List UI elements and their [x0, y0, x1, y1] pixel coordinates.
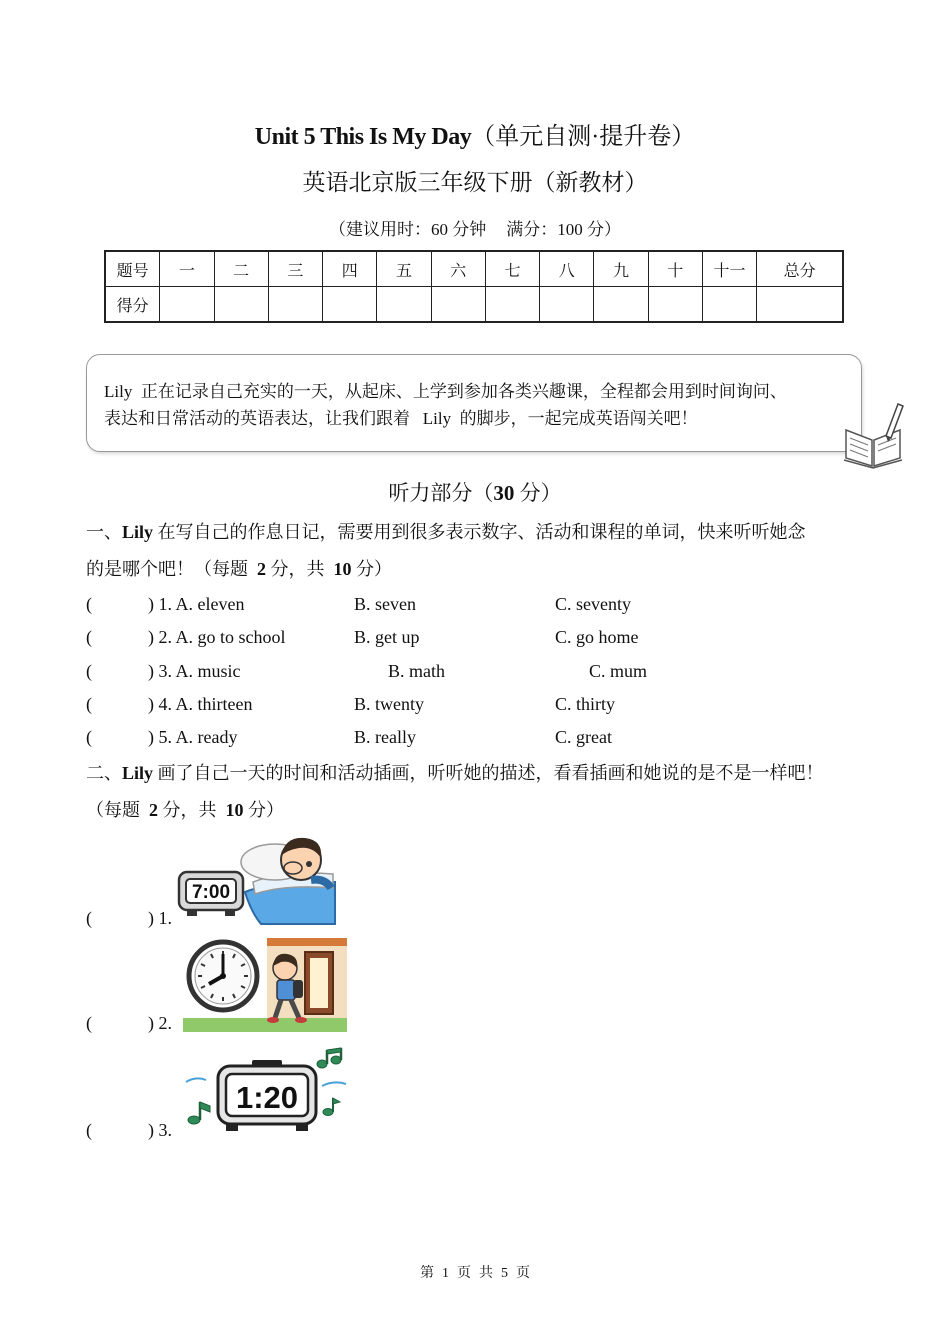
option-a: ) 3. A. music [148, 661, 241, 681]
open-book-pencil-icon [842, 400, 906, 470]
footer-text: 页 [457, 1266, 471, 1281]
score-cell: 四 [323, 251, 377, 287]
score-cell: 六 [431, 251, 485, 287]
answer-blank[interactable]: ( [86, 908, 92, 928]
score-input-cell[interactable] [268, 287, 322, 323]
answer-blank[interactable]: ( [86, 661, 92, 681]
intro-line: 表达和日常活动的英语表达，让我们跟着 Lily 的脚步，一起完成英语闯关吧！ [104, 409, 698, 428]
score-input-cell[interactable] [594, 287, 648, 323]
score-cell: 十 [648, 251, 702, 287]
part2-name: Lily [122, 763, 154, 783]
part2-line1 [86, 755, 876, 792]
score-cell: 七 [485, 251, 539, 287]
score-input-cell[interactable] [648, 287, 702, 323]
advice-score: 满分：100 分） [506, 220, 621, 239]
score-input-cell[interactable] [214, 287, 268, 323]
part2-line2-text: （每题 [86, 800, 149, 820]
score-table-header-row [105, 251, 843, 287]
alarm-clock-music-notes-image [182, 1046, 350, 1138]
option-b: B. seven [354, 594, 416, 614]
part2-mid: 分，共 [158, 800, 226, 820]
intro-text [104, 378, 864, 432]
score-input-cell[interactable] [485, 287, 539, 323]
listening-head-text: 听力部分（ [388, 481, 494, 505]
part1-instruction [86, 514, 876, 588]
question-row [86, 627, 886, 657]
answer-blank[interactable]: ( [86, 727, 92, 747]
option-c: C. thirty [555, 694, 616, 714]
title-suffix: （单元自测·提升卷） [471, 124, 696, 150]
score-cell: 一 [160, 251, 214, 287]
wall-clock-boy-walking-image [183, 938, 347, 1032]
score-cell: 题号 [105, 251, 160, 287]
score-cell: 总分 [757, 251, 843, 287]
score-input-cell[interactable] [431, 287, 485, 323]
question-row [86, 694, 886, 724]
question-number: ) 1. [148, 908, 172, 928]
score-table [104, 250, 844, 323]
intro-line: Lily 正在记录自己充实的一天，从起床、上学到参加各类兴趣课，全程都会用到时间询问、 [104, 382, 787, 401]
option-a: ) 2. A. go to school [148, 627, 286, 647]
question-row [86, 594, 886, 624]
question-row [86, 727, 886, 757]
answer-blank[interactable]: ( [86, 1120, 92, 1140]
part1-line2-text: 的是哪个吧！（每题 [86, 559, 257, 579]
part1-points: 2 [257, 559, 266, 579]
listening-head-unit: 分） [514, 481, 562, 505]
score-cell: 五 [377, 251, 431, 287]
part1-line1 [86, 514, 876, 551]
score-cell: 八 [540, 251, 594, 287]
listening-head-score: 30 [493, 481, 515, 505]
score-input-cell[interactable] [757, 287, 843, 323]
option-c: C. seventy [555, 594, 631, 614]
part1-mid: 分，共 [266, 559, 334, 579]
part1-prefix: 一、 [86, 522, 122, 542]
part2-instruction [86, 755, 876, 829]
option-b: B. twenty [354, 694, 424, 714]
score-input-cell[interactable] [702, 287, 756, 323]
advice-time: （建议用时：60 分钟 [329, 220, 487, 239]
part1-line2 [86, 551, 876, 588]
option-b: B. really [354, 727, 416, 747]
listening-section-head [0, 477, 950, 507]
question-row [86, 661, 886, 691]
score-label-cell: 得分 [105, 287, 160, 323]
score-cell: 十一 [702, 251, 756, 287]
option-a: ) 1. A. eleven [148, 594, 245, 614]
option-b: B. get up [354, 627, 420, 647]
answer-blank[interactable]: ( [86, 694, 92, 714]
part2-text: 画了自己一天的时间和活动插画，听听她的描述，看看插画和她说的是不是一样吧！ [153, 763, 824, 783]
option-c: C. great [555, 727, 612, 747]
part2-prefix: 二、 [86, 763, 122, 783]
alarm-clock-boy-waking-image [175, 832, 337, 926]
page-title [0, 116, 950, 151]
clock-time-label: 1:20 [235, 1080, 299, 1115]
score-input-cell[interactable] [540, 287, 594, 323]
footer-text: 共 [479, 1266, 493, 1281]
question-number: ) 2. [148, 1013, 172, 1033]
score-input-cell[interactable] [323, 287, 377, 323]
clock-time-label: 7:00 [191, 882, 231, 903]
footer-text: 页 [516, 1266, 530, 1281]
part2-end: 分） [243, 800, 284, 820]
option-a: ) 4. A. thirteen [148, 694, 253, 714]
option-a: ) 5. A. ready [148, 727, 238, 747]
title-unit: Unit 5 This Is My Day [254, 124, 472, 150]
option-c: C. go home [555, 627, 639, 647]
footer-text: 第 [420, 1266, 434, 1281]
part2-line2 [86, 792, 876, 829]
part2-total: 10 [225, 800, 244, 820]
footer-page-number: 1 [442, 1266, 449, 1281]
question-number: ) 3. [148, 1120, 172, 1140]
part1-name: Lily [122, 522, 154, 542]
option-b: B. math [388, 661, 445, 681]
footer-total-pages: 5 [501, 1266, 508, 1281]
part1-total: 10 [333, 559, 352, 579]
score-cell: 二 [214, 251, 268, 287]
answer-blank[interactable]: ( [86, 594, 92, 614]
advice-line [0, 215, 950, 240]
answer-blank[interactable]: ( [86, 1013, 92, 1033]
score-input-cell[interactable] [377, 287, 431, 323]
page-footer [0, 1262, 950, 1282]
part1-end: 分） [351, 559, 392, 579]
part2-points: 2 [149, 800, 158, 820]
score-input-cell[interactable] [160, 287, 214, 323]
score-table-score-row [105, 287, 843, 323]
score-cell: 三 [268, 251, 322, 287]
option-c: C. mum [589, 661, 648, 681]
score-cell: 九 [594, 251, 648, 287]
part1-text: 在写自己的作息日记，需要用到很多表示数字、活动和课程的单词，快来听听她念 [153, 522, 806, 542]
answer-blank[interactable]: ( [86, 627, 92, 647]
page-subtitle: 英语北京版三年级下册（新教材） [302, 170, 648, 195]
